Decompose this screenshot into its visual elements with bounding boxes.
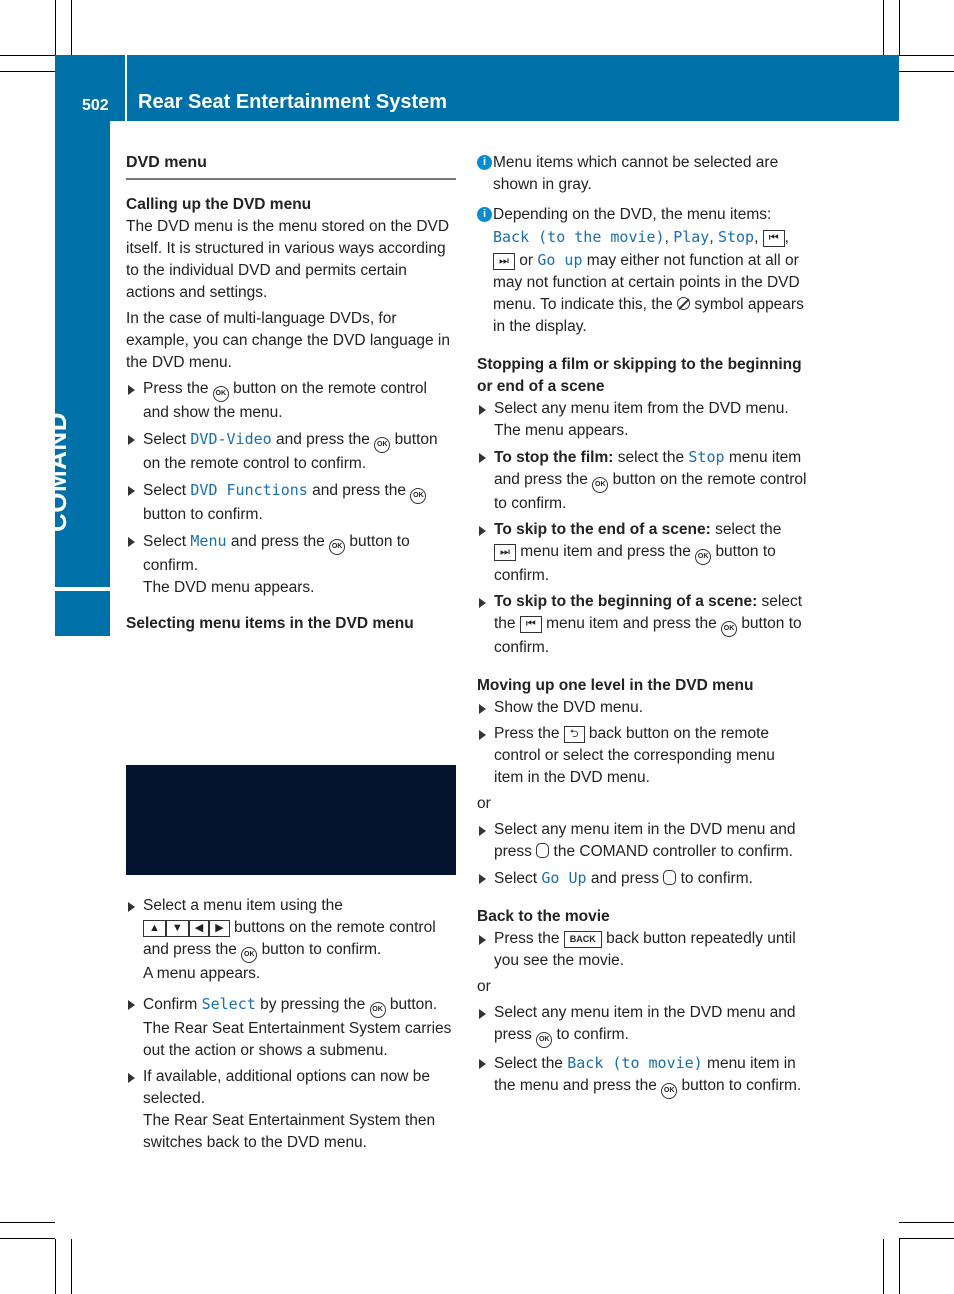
ok-button-icon: OK <box>374 437 390 453</box>
step-result: A menu appears. <box>143 965 261 982</box>
menu-item-label: Back (to movie) <box>567 1054 703 1072</box>
crop-mark <box>899 1238 954 1239</box>
ok-button-icon: OK <box>695 549 711 565</box>
list-item: Select a menu item using the ▲ ▼ ◀ ▶ buttons on the remote control and press the OK button to confirm. A menu appears. <box>126 895 456 985</box>
left-column <box>126 152 456 1158</box>
back-heading: Back to the movie <box>477 908 610 925</box>
list-item: Select Menu and press the OK button to confirm. The DVD menu appears. <box>126 530 456 599</box>
crop-mark <box>0 55 55 56</box>
crop-mark <box>71 1239 72 1294</box>
paragraph: In the case of multi-language DVDs, for example, you can change the DVD language in the DVD menu. <box>126 310 450 371</box>
bullet-arrow-icon <box>128 537 135 547</box>
crop-mark <box>55 1239 56 1294</box>
list-item: Select DVD Functions and press the OK button to confirm. <box>126 479 456 526</box>
crop-mark <box>899 0 900 55</box>
ok-button-icon: OK <box>213 386 229 402</box>
list-item: To stop the film: select the Stop menu item and press the OK button on the remote control to confirm. <box>477 446 807 515</box>
menu-item-label: Stop <box>688 448 725 466</box>
dvd-menu-screen-image <box>126 765 456 875</box>
up-heading: Moving up one level in the DVD menu <box>477 677 754 694</box>
crop-mark <box>0 71 55 72</box>
menu-item-label: Select <box>201 995 256 1013</box>
selecting-heading: Selecting menu items in the DVD menu <box>126 615 414 632</box>
bullet-arrow-icon <box>479 453 486 463</box>
chapter-label: COMAND <box>42 412 72 532</box>
bullet-arrow-icon <box>479 1009 486 1019</box>
ok-button-icon: OK <box>721 621 737 637</box>
skip-forward-key-icon: ⏭ <box>494 544 516 561</box>
prohibited-icon <box>677 297 690 310</box>
left-arrow-key-icon: ◀ <box>189 920 209 937</box>
info-note: i Depending on the DVD, the menu items: Back (to the movie), Play, Stop, ⏮ , ⏭ or Go up may either not function at all or may not function at certain points in the DVD menu. To indicate this, the symbol appears in the display. <box>477 204 807 338</box>
bullet-arrow-icon <box>128 902 135 912</box>
ok-button-icon: OK <box>241 947 257 963</box>
ok-button-icon: OK <box>410 488 426 504</box>
bullet-arrow-icon <box>479 598 486 608</box>
bullet-arrow-icon <box>479 935 486 945</box>
calling-heading: Calling up the DVD menu <box>126 196 312 213</box>
bullet-arrow-icon <box>128 1073 135 1083</box>
menu-item-label: Stop <box>717 228 755 246</box>
back-key-icon: BACK <box>564 931 602 948</box>
list-item: Press the ⮌ back button on the remote control or select the corresponding menu item in the DVD menu. <box>477 723 807 789</box>
list-item: To skip to the end of a scene: select the ⏭ menu item and press the OK button to confirm. <box>477 519 807 587</box>
menu-item-label: Play <box>673 228 710 246</box>
menu-item-label: DVD Functions <box>190 481 308 499</box>
right-column <box>477 152 807 1103</box>
bullet-arrow-icon <box>128 486 135 496</box>
skip-back-key-icon: ⏮ <box>763 230 785 247</box>
list-item: Select DVD-Video and press the OK button on the remote control to confirm. <box>126 428 456 475</box>
info-note: i Menu items which cannot be selected are shown in gray. <box>477 152 807 196</box>
info-icon: i <box>477 207 492 222</box>
stop-heading: Stopping a film or skipping to the beginning or end of a scene <box>477 356 802 395</box>
or-text: or <box>477 795 491 812</box>
step-result: The DVD menu appears. <box>143 579 315 596</box>
chapter-tab <box>55 121 110 636</box>
menu-item-label: Menu <box>190 532 227 550</box>
list-item: Select any menu item in the DVD menu and press the COMAND controller to confirm. <box>477 819 807 863</box>
section-title: DVD menu <box>126 152 456 180</box>
crop-mark <box>883 1239 884 1294</box>
list-item: Press the BACK back button repeatedly until you see the movie. <box>477 928 807 972</box>
skip-back-key-icon: ⏮ <box>520 616 542 633</box>
bullet-arrow-icon <box>128 435 135 445</box>
menu-item-label: Go up <box>537 251 583 269</box>
menu-item-label: Go Up <box>541 869 587 887</box>
crop-mark <box>899 1239 900 1294</box>
ok-button-icon: OK <box>661 1083 677 1099</box>
page-title: Rear Seat Entertainment System <box>138 91 448 113</box>
ok-button-icon: OK <box>536 1032 552 1048</box>
skip-forward-key-icon: ⏭ <box>493 253 515 270</box>
header-divider <box>125 55 127 121</box>
crop-mark <box>899 1222 954 1223</box>
page-number: 502 <box>82 97 109 114</box>
crop-mark <box>71 0 72 55</box>
or-text: or <box>477 978 491 995</box>
bullet-arrow-icon <box>128 385 135 395</box>
up-arrow-key-icon: ▲ <box>143 920 166 937</box>
list-item: Show the DVD menu. <box>477 697 807 719</box>
chapter-tab-divider <box>55 587 110 591</box>
info-icon: i <box>477 155 492 170</box>
controller-press-icon <box>663 870 676 885</box>
down-arrow-key-icon: ▼ <box>166 920 189 937</box>
ok-button-icon: OK <box>370 1002 386 1018</box>
list-item: To skip to the beginning of a scene: select the ⏮ menu item and press the OK button to confirm. <box>477 591 807 659</box>
list-item: Select Go Up and press to confirm. <box>477 867 807 890</box>
bullet-arrow-icon <box>479 526 486 536</box>
crop-mark <box>0 1238 55 1239</box>
step-result: The Rear Seat Entertainment System carries out the action or shows a submenu. <box>143 1020 452 1059</box>
ok-button-icon: OK <box>592 477 608 493</box>
menu-item-label: DVD-Video <box>190 430 272 448</box>
ok-button-icon: OK <box>329 539 345 555</box>
crop-mark <box>899 71 954 72</box>
bullet-arrow-icon <box>128 1000 135 1010</box>
list-item: Select any menu item in the DVD menu and press OK to confirm. <box>477 1002 807 1048</box>
bullet-arrow-icon <box>479 405 486 415</box>
list-item: Select the Back (to movie) menu item in the menu and press the OK button to confirm. <box>477 1052 807 1099</box>
list-item: Confirm Select by pressing the OK button. The Rear Seat Entertainment System carries out the action or shows a submenu. <box>126 993 456 1062</box>
crop-mark <box>883 0 884 55</box>
back-arrow-key-icon: ⮌ <box>564 726 585 743</box>
bullet-arrow-icon <box>479 826 486 836</box>
right-arrow-key-icon: ▶ <box>209 920 229 937</box>
list-item: Press the OK button on the remote control and show the menu. <box>126 378 456 424</box>
bullet-arrow-icon <box>479 704 486 714</box>
crop-mark <box>55 0 56 55</box>
list-item: If available, additional options can now be selected. The Rear Seat Entertainment System then switches back to the DVD menu. <box>126 1066 456 1154</box>
page-header <box>55 55 899 121</box>
menu-item-label: Back (to the movie) <box>493 228 665 246</box>
list-item: Select any menu item from the DVD menu. The menu appears. <box>477 398 807 442</box>
step-result: The menu appears. <box>494 422 629 439</box>
step-result: The Rear Seat Entertainment System then switches back to the DVD menu. <box>143 1112 436 1151</box>
bullet-arrow-icon <box>479 1059 486 1069</box>
paragraph: The DVD menu is the menu stored on the DVD itself. It is structured in various ways according to the individual DVD and permits certain actions and settings. <box>126 218 450 301</box>
bullet-arrow-icon <box>479 874 486 884</box>
bullet-arrow-icon <box>479 730 486 740</box>
crop-mark <box>899 55 954 56</box>
crop-mark <box>0 1222 55 1223</box>
controller-press-icon <box>536 843 549 858</box>
